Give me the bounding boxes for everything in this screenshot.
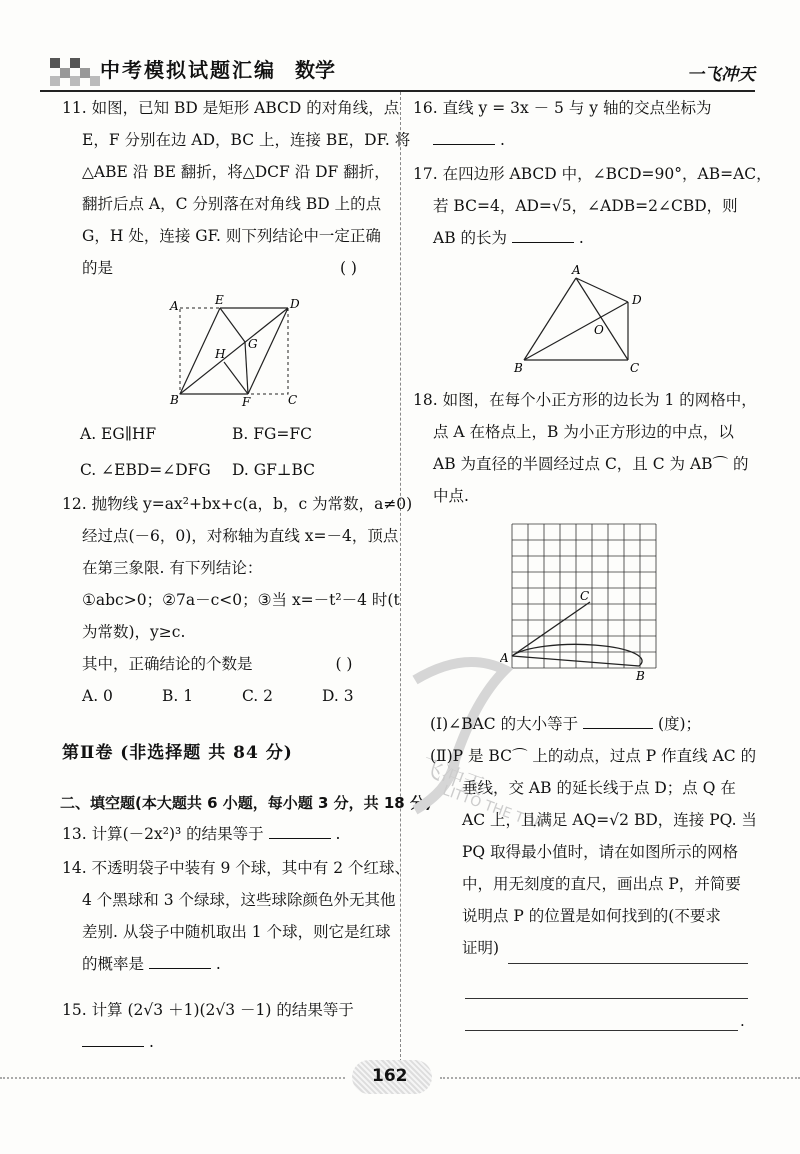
answer-blank — [433, 126, 495, 145]
option-d: D. 3 — [322, 687, 354, 705]
question-14 — [62, 852, 410, 980]
page-number: 162 — [372, 1066, 408, 1086]
q11-line: △ABE 沿 BE 翻折，将△DCF 沿 DF 翻折， — [82, 163, 390, 181]
part2-line: (Ⅱ)P 是 BC⌒ 上的动点，过点 P 作直线 AC 的 — [430, 747, 757, 765]
option-b: B. FG=FC — [232, 425, 312, 443]
segment-eg — [220, 308, 245, 342]
question-16 — [413, 92, 711, 156]
answer-blank — [269, 820, 331, 839]
q18-end: . — [740, 1012, 745, 1030]
q11-options — [80, 418, 315, 486]
q17-end: . — [578, 229, 584, 247]
answer-blank — [82, 1028, 144, 1047]
brand-logo: 一飞冲天 — [687, 65, 755, 85]
q12-line: 在第三象限. 有下列结论： — [82, 559, 263, 577]
q16-line: 16. 直线 y = 3x － 5 与 y 轴的交点坐标为 — [413, 99, 712, 117]
option-d: D. GF⊥BC — [232, 461, 315, 479]
answer-parenthesis: ( ) — [335, 655, 353, 673]
label-a: A — [500, 651, 509, 665]
q17-line: AB 的长为 — [433, 229, 508, 247]
footer-rule-left — [0, 1077, 345, 1083]
part2-line: AC 上，且满足 AQ=√2 BD，连接 PQ. 当 — [462, 811, 757, 829]
part2-line: 中，用无刻度的直尺，画出点 P，并简要 — [462, 875, 741, 893]
label-g: G — [248, 337, 258, 351]
question-18-parts — [430, 708, 757, 964]
page-footer — [0, 1060, 800, 1100]
label-b: B — [170, 393, 179, 407]
option-c: C. ∠EBD=∠DFG — [80, 461, 211, 479]
watermark-text: 飞冲天 — [417, 754, 488, 801]
option-a: A. EG∥HF — [80, 425, 157, 443]
question-12 — [62, 488, 412, 712]
q14-line: 差别. 从袋子中随机取出 1 个球，则它是红球 — [82, 923, 391, 941]
page-header — [40, 50, 755, 90]
segment-hf — [224, 362, 248, 394]
q17-line: 若 BC=4，AD=√5，∠ADB=2∠CBD，则 — [433, 197, 738, 215]
section-title: 第Ⅱ卷 (非选择题 共 84 分) — [62, 743, 293, 763]
q11-line: 翻折后点 A，C 分别落在对角线 BD 上的点 — [82, 195, 382, 213]
watermark-latin: LITTO THE TOP — [440, 782, 545, 834]
label-c: C — [580, 589, 590, 603]
question-15 — [62, 994, 354, 1058]
segment-bd — [524, 302, 628, 360]
label-h: H — [215, 347, 226, 361]
q16-end: . — [499, 131, 505, 149]
answer-line — [465, 998, 748, 999]
q11-line: 的是 — [82, 259, 114, 277]
segment-bd — [180, 308, 288, 394]
label-d: D — [632, 293, 642, 307]
q17-line: 17. 在四边形 ABCD 中，∠BCD=90°，AB=AC， — [413, 165, 772, 183]
q12-line: 为常数)，y≥c. — [82, 623, 186, 641]
question-11 — [62, 92, 410, 284]
q11-line: G，H 处，连接 GF. 则下列结论中一定正确 — [82, 227, 381, 245]
answer-blank — [149, 950, 211, 969]
q15-line: 15. 计算 (2√3 ＋1)(2√3 －1) 的结果等于 — [62, 1001, 354, 1019]
segment-ab — [524, 278, 576, 360]
q17-quadrilateral-figure — [510, 262, 650, 377]
q18-line: 中点. — [433, 487, 469, 505]
part2-line: 垂线，交 AB 的延长线于点 D；点 Q 在 — [462, 779, 736, 797]
question-18 — [413, 384, 757, 512]
option-a: A. 0 — [82, 687, 113, 705]
q14-line: 4 个黑球和 3 个绿球，这些球除颜色外无其他 — [82, 891, 396, 909]
q14-line: 14. 不透明袋子中装有 9 个球，其中有 2 个红球、 — [62, 859, 411, 877]
q12-line: 其中，正确结论的个数是 — [82, 655, 253, 673]
answer-parenthesis: ( ) — [339, 259, 357, 277]
option-c: C. 2 — [242, 687, 274, 705]
q18-line: 18. 如图，在每个小正方形的边长为 1 的网格中， — [413, 391, 757, 409]
option-b: B. 1 — [162, 687, 194, 705]
q12-line: 12. 抛物线 y=ax²+bx+c(a，b，c 为常数，a≠0) — [62, 495, 413, 513]
part2-line: PQ 取得最小值时，请在如图所示的网格 — [462, 843, 739, 861]
label-a: A — [572, 263, 581, 277]
q12-line: ①abc>0；②7a－c<0；③当 x=－t²－4 时(t — [82, 591, 400, 609]
book-title: 中考模拟试题汇编 — [100, 58, 276, 82]
label-c: C — [630, 361, 640, 375]
label-o: O — [594, 323, 604, 337]
segment-be — [180, 308, 220, 394]
label-c: C — [288, 393, 298, 407]
label-b: B — [514, 361, 523, 375]
question-17 — [413, 158, 772, 254]
answer-blank — [583, 710, 653, 729]
q13-text: 13. 计算(－2x²)³ 的结果等于 — [62, 825, 264, 843]
segment-fd — [248, 308, 288, 394]
label-b: B — [636, 669, 645, 683]
q15-end: . — [148, 1033, 154, 1051]
q18-line: 点 A 在格点上，B 为小正方形边的中点，以 — [433, 423, 734, 441]
q13-end: . — [335, 825, 341, 843]
section-subtitle: 二、填空题(本大题共 6 小题，每小题 3 分，共 18 分) — [60, 794, 432, 812]
q12-line: 经过点(－6，0)，对称轴为直线 x=－4，顶点 — [82, 527, 399, 545]
answer-blank — [512, 224, 574, 243]
label-e: E — [215, 293, 224, 307]
proof-label: 证明) — [462, 939, 500, 957]
q14-line: 的概率是 — [82, 955, 145, 973]
part1-text: (Ⅰ)∠BAC 的大小等于 — [430, 715, 579, 733]
q18-line: AB 为直径的半圆经过点 C，且 C 为 AB⌒ 的 — [433, 455, 749, 473]
part1-end: (度)； — [657, 715, 702, 733]
question-13 — [62, 818, 340, 850]
q11-rectangle-figure — [160, 292, 310, 412]
footer-rule-right — [440, 1077, 800, 1083]
label-f: F — [242, 395, 251, 409]
label-a: A — [170, 299, 179, 313]
answer-line — [508, 963, 748, 964]
q11-line: E，F 分别在边 AD，BC 上，连接 BE，DF. 将 — [82, 131, 411, 149]
label-d: D — [290, 297, 300, 311]
q11-line: 11. 如图，已知 BD 是矩形 ABCD 的对角线，点 — [62, 99, 400, 117]
subject-label: 数学 — [295, 58, 335, 82]
answer-line — [465, 1030, 738, 1031]
q14-end: . — [215, 955, 221, 973]
part2-line: 说明点 P 的位置是如何找到的(不要求 — [462, 907, 721, 925]
